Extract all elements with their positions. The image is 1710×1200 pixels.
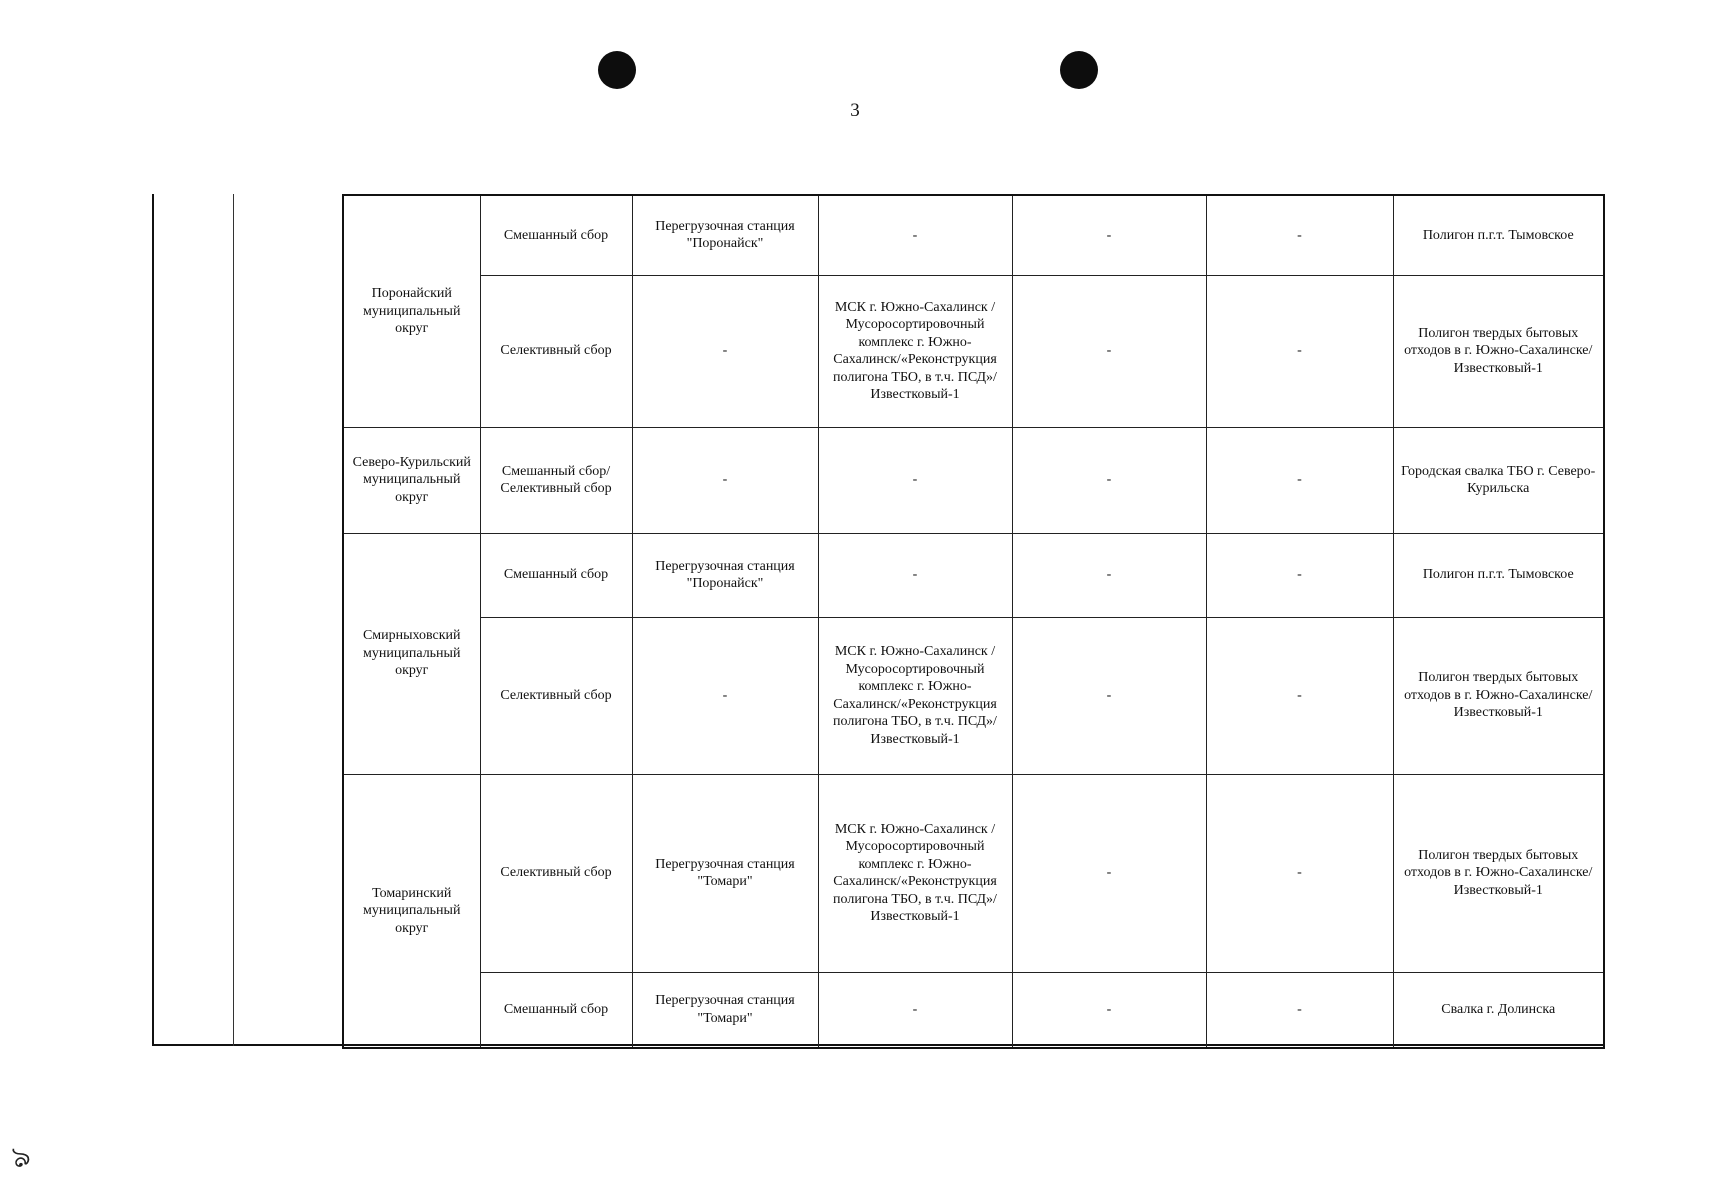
handwritten-mark: ঌ — [6, 1137, 35, 1176]
page-number: 3 — [850, 100, 860, 121]
collection-type-cell: Смешанный сбор — [480, 533, 632, 617]
processing-cell: - — [1012, 275, 1206, 427]
transfer-station-cell: - — [632, 617, 818, 774]
processing-cell: - — [1012, 533, 1206, 617]
disposal-site-cell: Полигон твердых бытовых отходов в г. Южно-Сахалинске/Известковый-1 — [1393, 774, 1604, 972]
disposal-site-cell: Полигон п.г.т. Тымовское — [1393, 533, 1604, 617]
waste-flow-table — [342, 194, 1605, 1049]
table-row — [343, 195, 1604, 275]
collection-type-cell: Селективный сбор — [480, 275, 632, 427]
transfer-station-cell: - — [632, 275, 818, 427]
column-divider — [233, 194, 234, 1046]
transfer-station-cell: Перегрузочная станция "Томари" — [632, 972, 818, 1048]
table-row — [343, 275, 1604, 427]
municipality-cell: Поронайский муниципальный округ — [343, 195, 480, 427]
transfer-station-cell: Перегрузочная станция "Поронайск" — [632, 195, 818, 275]
neutralization-cell: - — [1206, 617, 1393, 774]
disposal-site-cell: Свалка г. Долинска — [1393, 972, 1604, 1048]
municipality-cell: Смирныховский муниципальный округ — [343, 533, 480, 774]
sorting-facility-cell: МСК г. Южно-Сахалинск / Мусоросортировочный комплекс г. Южно-Сахалинск/«Реконструкция полигона ТБО, в т.ч. ПСД»/Известковый-1 — [818, 617, 1012, 774]
processing-cell: - — [1012, 774, 1206, 972]
processing-cell: - — [1012, 427, 1206, 533]
collection-type-cell: Смешанный сбор — [480, 972, 632, 1048]
table-row — [343, 533, 1604, 617]
collection-type-cell: Селективный сбор — [480, 617, 632, 774]
sorting-facility-cell: МСК г. Южно-Сахалинск / Мусоросортировочный комплекс г. Южно-Сахалинск/«Реконструкция полигона ТБО, в т.ч. ПСД»/Известковый-1 — [818, 774, 1012, 972]
neutralization-cell: - — [1206, 195, 1393, 275]
collection-type-cell: Селективный сбор — [480, 774, 632, 972]
collection-type-cell: Смешанный сбор/ Селективный сбор — [480, 427, 632, 533]
sorting-facility-cell: - — [818, 533, 1012, 617]
transfer-station-cell: - — [632, 427, 818, 533]
municipality-cell: Северо-Курильский муниципальный округ — [343, 427, 480, 533]
sorting-facility-cell: - — [818, 195, 1012, 275]
disposal-site-cell: Полигон твердых бытовых отходов в г. Южно-Сахалинске/Известковый-1 — [1393, 275, 1604, 427]
table-row — [343, 774, 1604, 972]
table-row — [343, 617, 1604, 774]
processing-cell: - — [1012, 617, 1206, 774]
neutralization-cell: - — [1206, 774, 1393, 972]
processing-cell: - — [1012, 972, 1206, 1048]
punch-hole-right — [1060, 51, 1098, 89]
sorting-facility-cell: - — [818, 972, 1012, 1048]
table-body — [343, 195, 1604, 1048]
disposal-site-cell: Полигон твердых бытовых отходов в г. Южно-Сахалинске/Известковый-1 — [1393, 617, 1604, 774]
table-row — [343, 972, 1604, 1048]
sorting-facility-cell: МСК г. Южно-Сахалинск / Мусоросортировочный комплекс г. Южно-Сахалинск/«Реконструкция полигона ТБО, в т.ч. ПСД»/Известковый-1 — [818, 275, 1012, 427]
neutralization-cell: - — [1206, 427, 1393, 533]
municipality-cell: Томаринский муниципальный округ — [343, 774, 480, 1048]
sorting-facility-cell: - — [818, 427, 1012, 533]
processing-cell: - — [1012, 195, 1206, 275]
neutralization-cell: - — [1206, 972, 1393, 1048]
neutralization-cell: - — [1206, 275, 1393, 427]
disposal-site-cell: Городская свалка ТБО г. Северо-Курильска — [1393, 427, 1604, 533]
transfer-station-cell: Перегрузочная станция "Томари" — [632, 774, 818, 972]
collection-type-cell: Смешанный сбор — [480, 195, 632, 275]
punch-hole-left — [598, 51, 636, 89]
table-row — [343, 427, 1604, 533]
neutralization-cell: - — [1206, 533, 1393, 617]
disposal-site-cell: Полигон п.г.т. Тымовское — [1393, 195, 1604, 275]
transfer-station-cell: Перегрузочная станция "Поронайск" — [632, 533, 818, 617]
